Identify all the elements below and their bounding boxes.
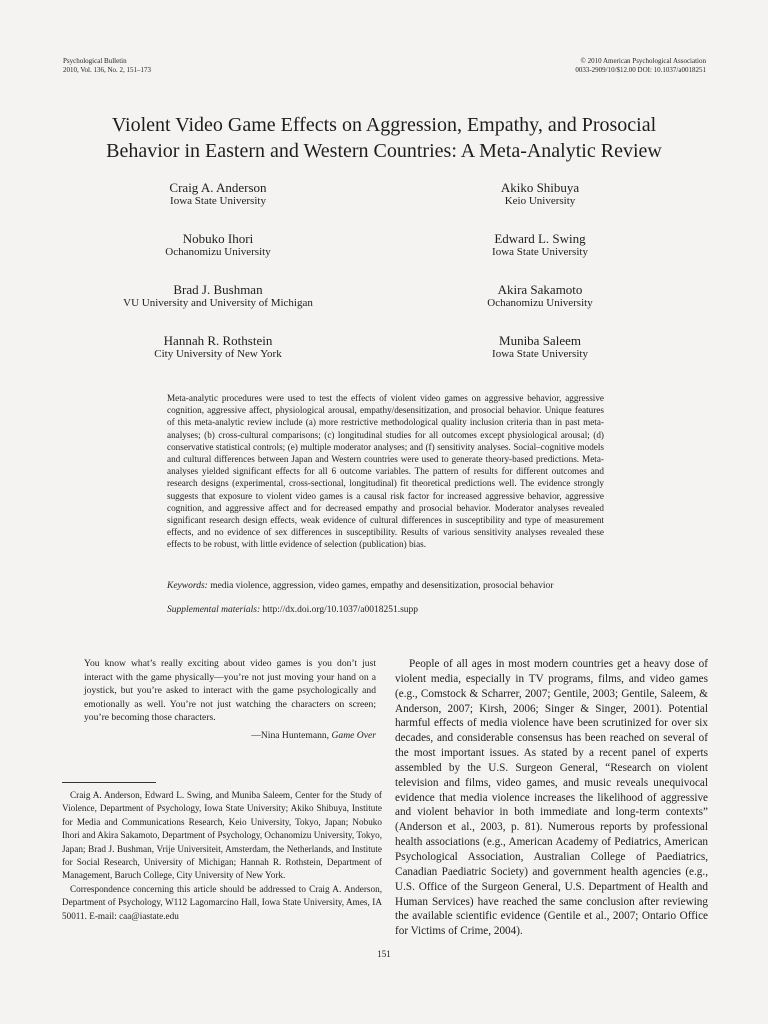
epigraph-work: Game Over — [331, 730, 376, 741]
footnote-rule — [62, 782, 156, 783]
journal-name: Psychological Bulletin — [63, 57, 127, 65]
supplemental-label: Supplemental materials: — [167, 605, 261, 615]
supplemental-link[interactable]: http://dx.doi.org/10.1037/a0018251.supp — [262, 605, 419, 615]
body-text-column — [395, 657, 708, 939]
abstract: Meta-analytic procedures were used to test the effects of violent video games on aggressive behavior, aggressive cognition, aggressive affect, physiological arousal, empathy/desensitization, and prosocial behavior. Unique features of this meta-analytic review include (a) more restrictive methodological quality inclusion criteria than in past meta-analyses; (b) cross-cultural comparisons; (c) longitudinal studies for all outcomes except physiological arousal; (d) conservative statistical controls; (e) multiple moderator analyses; and (f) sensitivity analyses. Social–cognitive models and cultural differences between Japan and Western countries were used to generate theory-based predictions. Meta-analyses yielded significant effects for all 6 outcome variables. The pattern of results for different outcomes and research designs (experimental, cross-sectional, longitudinal) fit theoretical predictions well. The evidence strongly suggests that exposure to violent video games is a causal risk factor for increased aggressive behavior, aggressive cognition, and aggressive affect and for decreased empathy and prosocial behavior. Moderator analyses revealed significant research design effects, weak evidence of cultural differences in susceptibility and type of measurement effects, and no evidence of sex differences in susceptibility. Results of various sensitivity analyses revealed these effects to be robust, with little evidence of selection (publication) bias. — [167, 393, 604, 550]
keywords — [167, 580, 607, 592]
author-name: Nobuko Ihori — [182, 231, 254, 246]
author-block — [68, 231, 368, 259]
author-affiliation: Iowa State University — [170, 195, 266, 207]
author-row — [0, 333, 768, 384]
author-block — [390, 231, 690, 259]
article-title — [60, 112, 708, 164]
journal-citation: 2010, Vol. 136, No. 2, 151–173 — [63, 66, 152, 74]
author-affiliation: Keio University — [504, 195, 576, 207]
author-affiliation: City University of New York — [154, 348, 282, 360]
author-name: Akira Sakamoto — [497, 282, 583, 297]
author-row — [0, 282, 768, 333]
keywords-label: Keywords: — [167, 581, 208, 591]
epigraph-attribution — [84, 730, 376, 742]
running-header-right — [575, 57, 706, 75]
author-block — [390, 333, 690, 361]
author-name: Akiko Shibuya — [500, 180, 580, 195]
page-number: 151 — [377, 949, 391, 959]
author-list — [0, 180, 768, 384]
author-affiliation: VU University and University of Michigan — [123, 297, 313, 309]
running-header-left — [63, 57, 151, 75]
author-row — [0, 180, 768, 231]
correspondence-note: Correspondence concerning this article should be addressed to Craig A. Anderson, Department of Psychology, W112 Lagomarcino Hall, Iowa State University, Ames, IA 50011. E-mail: caa@iastate.edu — [62, 883, 382, 921]
doi-line: 0033-2909/10/$12.00 DOI: 10.1037/a0018251 — [575, 66, 706, 74]
author-row — [0, 231, 768, 282]
author-block — [68, 282, 368, 310]
author-note: Craig A. Anderson, Edward L. Swing, and Muniba Saleem, Center for the Study of Violence, Department of Psychology, Iowa State University; Akiko Shibuya, Institute for Media and Communications Research, Keio University, Tokyo, Japan; Nobuko Ihori and Akira Sakamoto, Department of Psychology, Ochanomizu University, Tokyo, Japan; Brad J. Bushman, Vrije Universiteit, Amsterdam, the Netherlands, and Institute for Social Research, University of Michigan; Hannah R. Rothstein, Department of Management, Baruch College, City University of New York. — [62, 790, 382, 881]
author-affiliation: Ochanomizu University — [487, 297, 593, 309]
author-footnote — [62, 789, 382, 923]
author-name: Muniba Saleem — [499, 333, 581, 348]
title-line-2: Behavior in Eastern and Western Countries: A Meta-Analytic Review — [106, 140, 662, 162]
author-name: Craig A. Anderson — [169, 180, 267, 195]
author-block — [68, 180, 368, 208]
body-paragraph: People of all ages in most modern countries get a heavy dose of violent media, especially in TV programs, films, and video games (e.g., Comstock & Scharrer, 2007; Gentile, 2003; Gentile, Saleem, & Anderson, 2007; Kirsh, 2006; Singer & Singer, 2001). Potential harmful effects of media violence have been scrutinized for over six decades, and considerable consensus has been reached on several of the most important issues. As stated by a recent panel of experts assembled by the U.S. Surgeon General, “Research on violent television and films, video games, and music reveals unequivocal evidence that media violence increases the likelihood of aggressive and violent behavior in both immediate and long-term contexts” (Anderson et al., 2003, p. 81). Numerous reports by professional health associations (e.g., American Academy of Pediatrics, American Psychological Association, Australian College of Paediatrics, Canadian Paediatric Society) and government health agencies (e.g., U.S. Office of the Surgeon General, U.S. Department of Health and Human Services) have reached the same conclusion after reviewing the available scientific evidence (Gentile et al., 2007; Ontario Office for Victims of Crime, 2004). — [395, 658, 708, 938]
author-affiliation: Iowa State University — [492, 246, 588, 258]
author-affiliation: Ochanomizu University — [165, 246, 271, 258]
epigraph-quote: You know what’s really exciting about video games is you don’t just interact with the game physically—you’re not just moving your hand on a joystick, but you’re asked to interact with the game psychologically and emotionally as well. You’re not just watching the characters on screen; you’re becoming those characters. — [84, 658, 376, 723]
supplemental-materials — [167, 604, 607, 616]
author-name: Hannah R. Rothstein — [163, 333, 273, 348]
keywords-text: media violence, aggression, video games, empathy and desensitization, prosocial behavior — [210, 581, 554, 591]
copyright-line: © 2010 American Psychological Association — [580, 57, 706, 65]
author-block — [390, 180, 690, 208]
author-name: Edward L. Swing — [494, 231, 586, 246]
author-name: Brad J. Bushman — [173, 282, 263, 297]
title-line-1: Violent Video Game Effects on Aggression, Empathy, and Prosocial — [111, 114, 657, 136]
author-block — [68, 333, 368, 361]
epigraph-author: —Nina Huntemann, — [251, 730, 330, 741]
author-block — [390, 282, 690, 310]
author-affiliation: Iowa State University — [492, 348, 588, 360]
